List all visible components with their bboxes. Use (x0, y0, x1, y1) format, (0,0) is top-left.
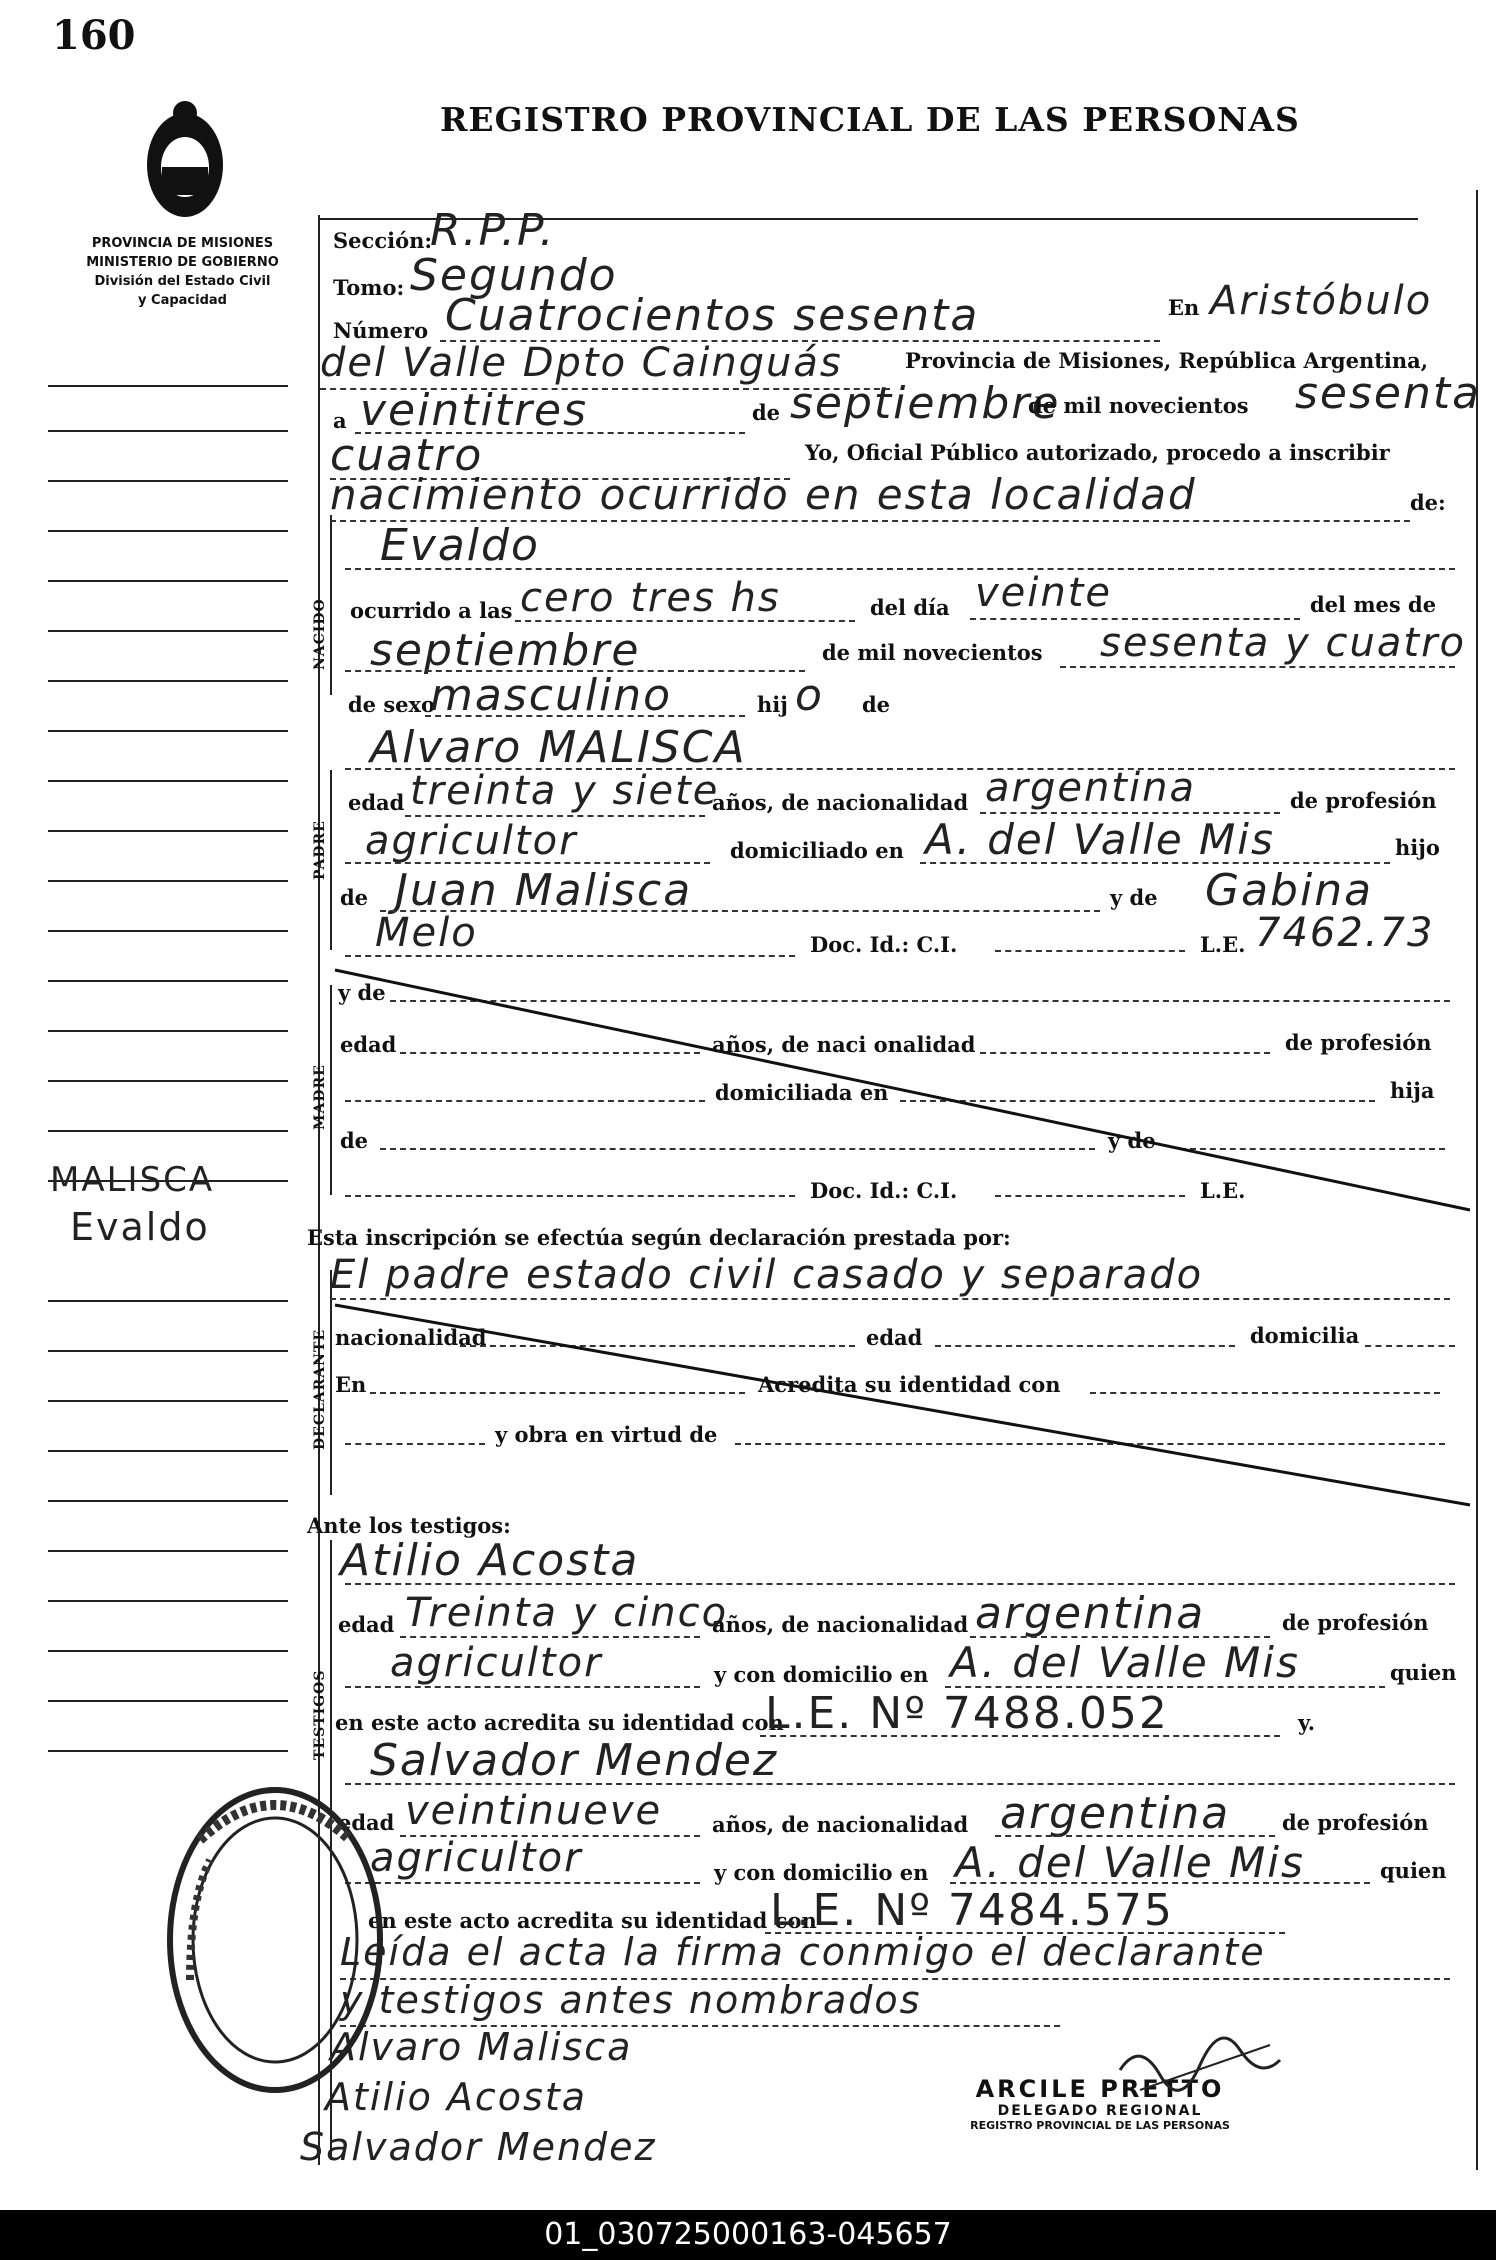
en-label: En (1168, 295, 1200, 320)
testigo1-value: Atilio Acosta (340, 1535, 640, 1586)
issuer-line4: y Capacidad (138, 293, 227, 308)
acredita-label: Acredita su identidad con (758, 1372, 1061, 1397)
hij-suffix-value: o (795, 670, 824, 721)
official-org: REGISTRO PROVINCIAL DE LAS PERSONAS (970, 2119, 1230, 2132)
hijo-label: hijo (1395, 835, 1440, 860)
padre-anos-label: años, de nacionalidad (712, 790, 969, 815)
declarante-value: El padre estado civil casado y separado (330, 1252, 1204, 1298)
en-decl-label: En (335, 1372, 367, 1397)
mes-value: septiembre (790, 378, 1061, 429)
madre-edad-label: edad (340, 1032, 397, 1057)
margin-given-name: Evaldo (70, 1205, 210, 1249)
t1-quien-label: quien (1390, 1660, 1457, 1685)
padre-doc-label: Doc. Id.: C.I. (810, 932, 958, 957)
y-punto-label: y. (1298, 1710, 1316, 1735)
padre-side-label: PADRE (312, 820, 328, 880)
padre-prof-value: agricultor (365, 818, 578, 864)
de-mil-nov-label: de mil novecientos (822, 640, 1043, 665)
hora-value: cero tres hs (520, 575, 781, 621)
mes-nac-value: septiembre (370, 625, 641, 676)
t1-doc-value: L.E. Nº 7488.052 (765, 1688, 1169, 1739)
t2-edad-label: edad (338, 1810, 395, 1835)
abuela-value: Gabina (1205, 865, 1374, 916)
dia-nac-value: veinte (975, 570, 1113, 616)
firma2-signature: Atilio Acosta (325, 2075, 588, 2119)
edad-decl-label: edad (866, 1325, 923, 1350)
t2-quien-label: quien (1380, 1858, 1447, 1883)
madre-le-label: L.E. (1200, 1178, 1246, 1203)
obra-label: y obra en virtud de (495, 1422, 718, 1447)
mil-nov-label: de mil novecientos (1028, 393, 1249, 418)
t1-edad-value: Treinta y cinco (405, 1590, 729, 1636)
ocurrido-label: ocurrido a las (350, 598, 513, 623)
t2-prof-label: de profesión (1282, 1810, 1429, 1835)
tomo-value: Segundo (410, 250, 618, 301)
madre-anos-label: años, de naci onalidad (712, 1032, 976, 1057)
sexo-label: de sexo (348, 692, 436, 717)
cierre2-value: y testigos antes nombrados (340, 1978, 922, 2022)
acto-value: nacimiento ocurrido en esta localidad (330, 470, 1197, 519)
t2-dom-value: A. del Valle Mis (955, 1838, 1305, 1887)
firma3-signature: Salvador Mendez (300, 2125, 657, 2169)
t2-dom-label: y con domicilio en (714, 1860, 929, 1885)
hij-label: hij (757, 692, 788, 717)
abuela2-value: Melo (375, 910, 478, 956)
issuer-line3: División del Estado Civil (94, 274, 271, 289)
t2-edad-value: veintinueve (405, 1788, 663, 1834)
provincia-label: Provincia de Misiones, República Argentina, (905, 348, 1429, 373)
madre-y-de2-label: y de (1108, 1128, 1156, 1153)
nombre-value: Evaldo (380, 520, 540, 571)
dia-value: veintitres (360, 385, 589, 436)
madre-side-label: MADRE (312, 1064, 328, 1130)
padre-value: Alvaro MALISCA (370, 722, 747, 773)
padre-le-value: 7462.73 (1255, 910, 1435, 956)
cierre1-value: Leída el acta la firma conmigo el declarante (340, 1930, 1266, 1974)
padre-dom-label: domiciliado en (730, 838, 904, 863)
del-mes-label: del mes de (1310, 592, 1437, 617)
issuer-line2: MINISTERIO DE GOBIERNO (86, 255, 279, 270)
t1-acredita-label: en este acto acredita su identidad con (335, 1710, 784, 1735)
padre-dom-value: A. del Valle Mis (925, 815, 1275, 864)
t2-acredita-label: en este acto acredita su identidad con (368, 1908, 817, 1933)
page-number: 160 (52, 12, 136, 59)
madre-dom-label: domiciliada en (715, 1080, 889, 1105)
t2-doc-value: L.E. Nº 7484.575 (770, 1885, 1174, 1936)
coat-of-arms-icon (135, 95, 235, 225)
madre-strikethrough (330, 965, 1480, 1220)
de-padre-label: de (862, 692, 891, 717)
ante-testigos-label: Ante los testigos: (307, 1513, 511, 1538)
madre-y-de-label: y de (338, 980, 386, 1005)
t1-nac-value: argentina (975, 1588, 1206, 1639)
t1-dom-value: A. del Valle Mis (950, 1638, 1300, 1687)
anio2-value: cuatro (330, 430, 484, 481)
a-label: a (333, 408, 347, 433)
issuer-block (55, 236, 310, 308)
sexo-value: masculino (430, 670, 673, 721)
yo-label: Yo, Oficial Público autorizado, procedo a inscribir (805, 440, 1390, 465)
madre-prof-label: de profesión (1285, 1030, 1432, 1055)
tomo-label: Tomo: (333, 275, 405, 300)
declarante-side-label: DECLARANTE (312, 1328, 328, 1450)
numero-label: Número (333, 318, 429, 343)
firma1-signature: Alvaro Malisca (330, 2025, 633, 2069)
margin-surname: MALISCA (50, 1160, 215, 1200)
padre-edad-value: treinta y siete (410, 768, 720, 814)
testigos-side-label: TESTIGOS (312, 1669, 328, 1760)
abuelo-value: Juan Malisca (395, 865, 693, 916)
anio-nac-value: sesenta y cuatro (1100, 620, 1467, 666)
numero-value: Cuatrocientos sesenta (445, 290, 980, 341)
circular-seal-stamp-icon (160, 1780, 390, 2100)
t1-anos-label: años, de nacionalidad (712, 1612, 969, 1637)
official-role: DELEGADO REGIONAL (997, 2103, 1203, 2119)
official-name: ARCILE PRETTO (975, 2075, 1225, 2103)
madre-abuelo-de-label: de (340, 1128, 369, 1153)
nacido-side-label: NACIDO (312, 598, 328, 670)
declaracion-label: Esta inscripción se efectúa según declaración prestada por: (307, 1225, 1011, 1250)
seccion-label: Sección: (333, 228, 433, 253)
en-value: Aristóbulo (1210, 278, 1433, 324)
abuelo-de-label: de (340, 885, 369, 910)
official-signature-scribble (1110, 2030, 1290, 2100)
padre-edad-label: edad (348, 790, 405, 815)
madre-doc-label: Doc. Id.: C.I. (810, 1178, 958, 1203)
y-de-label: y de (1110, 885, 1158, 910)
nacionalidad-label: nacionalidad (335, 1325, 487, 1350)
issuer-line1: PROVINCIA DE MISIONES (91, 236, 274, 251)
t1-prof-label: de profesión (1282, 1610, 1429, 1635)
page-title: REGISTRO PROVINCIAL DE LAS PERSONAS (440, 100, 1300, 139)
padre-nac-value: argentina (985, 765, 1196, 811)
de-label: de (752, 400, 781, 425)
anio-value: sesenta (1295, 368, 1482, 419)
t2-anos-label: años, de nacionalidad (712, 1812, 969, 1837)
de-colon-label: de: (1410, 490, 1446, 515)
del-dia-label: del día (870, 595, 950, 620)
t2-prof-value: agricultor (370, 1835, 583, 1881)
t1-dom-label: y con domicilio en (714, 1662, 929, 1687)
declarante-strikethrough (330, 1300, 1480, 1515)
testigo2-value: Salvador Mendez (370, 1735, 779, 1786)
seccion-value: R.P.P. (430, 205, 556, 256)
lugar-value: del Valle Dpto Cainguás (320, 340, 843, 386)
padre-prof-label: de profesión (1290, 788, 1437, 813)
domicilia-label: domicilia (1250, 1323, 1360, 1348)
t2-nac-value: argentina (1000, 1788, 1231, 1839)
t1-prof-value: agricultor (390, 1640, 603, 1686)
footer-id: 01_030725000163-045657 (0, 2210, 1496, 2260)
padre-le-label: L.E. (1200, 932, 1246, 957)
hija-label: hija (1390, 1078, 1435, 1103)
t1-edad-label: edad (338, 1612, 395, 1637)
